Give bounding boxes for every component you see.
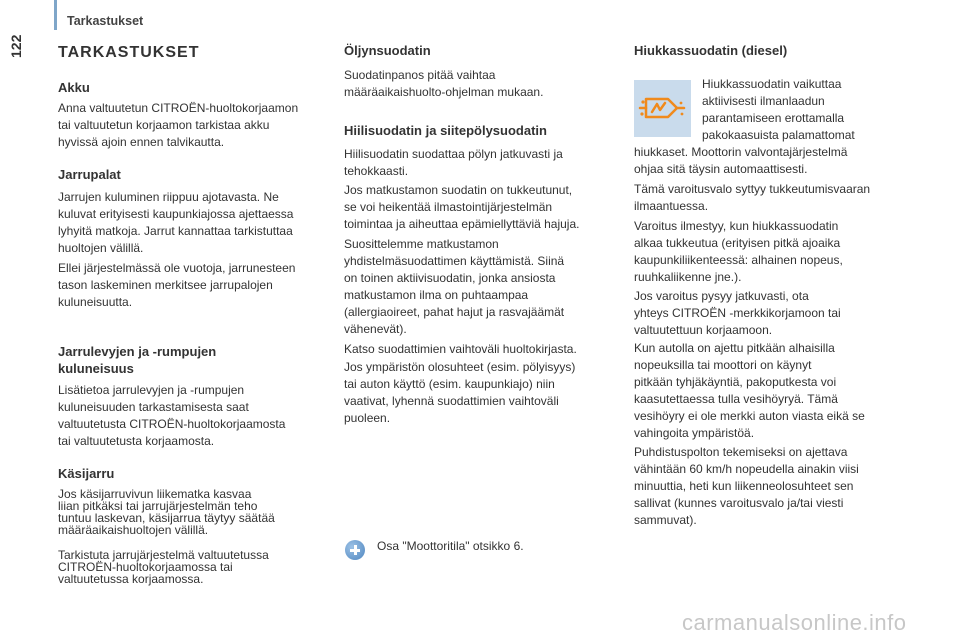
page-title: TARKASTUKSET	[58, 44, 200, 61]
text-kasijarru-2: Tarkistuta jarrujärjestelmä valtuutetussa CITROËN-huoltokorjaamossa tai valtuutetussa korjaamossa.	[58, 548, 269, 586]
text-jarrulevyt: Lisätietoa jarrulevyjen ja -rumpujen kuluneisuuden tarkastamisesta saat valtuutetusta CITROËN-huoltokorjaamosta tai valtuutetusta korjaamosta.	[58, 383, 286, 448]
text-hiukkas-3: Varoitus ilmestyy, kun hiukkassuodatin alkaa tukkeutua (erityisen pitkä ajoaika kaupunkiliikenteessä: alhainen nopeus, ruuhkaliikenne jne.).	[634, 219, 843, 284]
particle-filter-warning-icon	[634, 80, 691, 137]
text-hiukkas-side: Hiukkassuodatin vaikuttaa aktiivisesti ilmanlaadun parantamiseen erottamalla pakokaasuista palamattomat	[702, 77, 855, 142]
text-oljynsuodatin: Suodatinpanos pitää vaihtaa määräaikaishuolto-ohjelman mukaan.	[344, 68, 544, 99]
text-kasijarru-1: Jos käsijarruvivun liikematka kasvaa liian pitkäksi tai jarrujärjestelmän teho tuntuu laskevan, käsijarrua täytyy säätää määräaikaishuoltojen välillä.	[58, 487, 275, 537]
text-hiili-4: Katso suodattimien vaihtoväli huoltokirjasta.	[344, 342, 577, 356]
heading-hiukkassuodatin: Hiukkassuodatin (diesel)	[634, 43, 788, 58]
text-hiili-3: Suosittelemme matkustamon yhdistelmäsuodattimen käyttämistä. Siinä on toinen aktiivisuodatin, jonka ansiosta matkustamon ilma on puhtaampaa (allergiaoireet, pahat hajut ja rasvajäämät vähenevät).	[344, 237, 565, 336]
note-moottoritila: Osa "Moottoritila" otsikko 6.	[377, 539, 524, 553]
heading-oljynsuodatin: Öljynsuodatin	[344, 43, 431, 58]
text-jarrupalat-2: Ellei järjestelmässä ole vuotoja, jarrunesteen tason laskeminen merkitsee jarrupalojen kuluneisuutta.	[58, 261, 296, 309]
heading-akku: Akku	[58, 80, 90, 95]
text-hiili-2: Jos matkustamon suodatin on tukkeutunut, se voi heikentää ilmastointijärjestelmän toimintaa ja aiheuttaa epämiellyttäviä hajuja.	[344, 183, 580, 231]
section-tab: Tarkastukset	[67, 14, 144, 28]
heading-hiilisuodatin: Hiilisuodatin ja siitepölysuodatin	[344, 123, 547, 138]
plus-note-icon	[345, 540, 365, 560]
heading-jarrulevyt: Jarrulevyjen ja -rumpujen kuluneisuus	[58, 344, 217, 376]
text-akku: Anna valtuutetun CITROËN-huoltokorjaamon tai valtuutetun korjaamon tarkistaa akku hyvissä ajoin ennen talvikautta.	[58, 101, 299, 149]
page-number: 122	[8, 34, 24, 58]
text-hiili-5: Jos ympäristön olosuhteet (esim. pölyisyys) tai auton käyttö (esim. kaupunkiajo) niin vaativat, lyhennä suodattimien vaihtoväli puoleen.	[344, 360, 576, 425]
text-hiukkas-1: hiukkaset. Moottorin valvontajärjestelmä ohjaa sitä täysin automaattisesti.	[634, 145, 848, 176]
section-accent-bar	[54, 0, 57, 30]
text-hiili-1: Hiilisuodatin suodattaa pölyn jatkuvasti ja tehokkaasti.	[344, 147, 563, 178]
heading-jarrupalat: Jarrupalat	[58, 167, 121, 182]
text-hiukkas-5: Kun autolla on ajettu pitkään alhaisilla nopeuksilla tai moottori on käynyt pitkään tyhjäkäyntiä, pakoputkesta voi kaasutettaessa tulla vesihöyryä. Tämä vesihöyry ei ole merkki auton viasta eikä se vahingoita ympäristöä.	[634, 341, 865, 440]
text-hiukkas-6: Puhdistuspolton tekemiseksi on ajettava vähintään 60 km/h nopeudella ainakin viisi minuuttia, heti kun liikenneolosuhteet sen sallivat (kunnes varoitusvalo ja/tai viesti sammuvat).	[634, 445, 859, 527]
text-jarrupalat-1: Jarrujen kuluminen riippuu ajotavasta. Ne kuluvat erityisesti kaupunkiajossa ajettaessa lyhyitä matkoja. Jarrut kannattaa tarkistuttaa huoltojen välillä.	[58, 190, 294, 255]
watermark: carmanualsonline.info	[682, 610, 907, 635]
text-hiukkas-4: Jos varoitus pysyy jatkuvasti, ota yhteys CITROËN -merkkikorjamoon tai valtuutettuun korjaamoon.	[634, 289, 841, 337]
text-hiukkas-2: Tämä varoitusvalo syttyy tukkeutumisvaaran ilmaantuessa.	[634, 182, 871, 213]
heading-kasijarru: Käsijarru	[58, 466, 115, 481]
